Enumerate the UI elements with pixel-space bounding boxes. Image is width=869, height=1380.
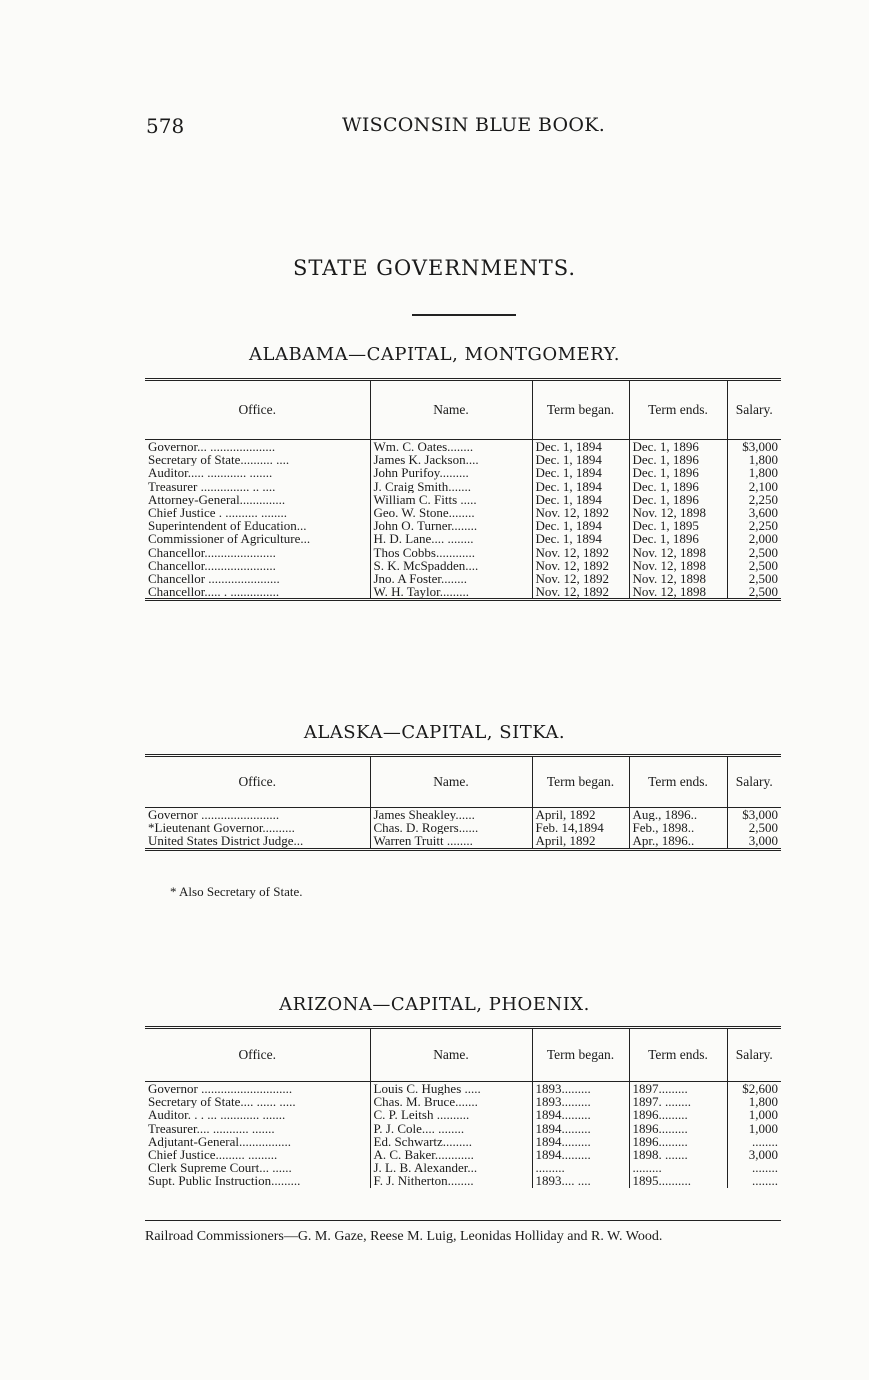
- cell-term-ends: 1896.........: [629, 1135, 727, 1148]
- cell-office: Chancellor ......................: [148, 572, 280, 586]
- cell-salary: $3,000: [727, 808, 781, 822]
- table-row: [145, 1108, 781, 1121]
- cell-office: Attorney-General..............: [148, 492, 286, 507]
- cell-term-began: Nov. 12, 1892: [532, 572, 629, 585]
- cell-salary: 2,500: [727, 585, 781, 600]
- cell-name: H. D. Lane.... ........: [370, 532, 532, 545]
- cell-term-began: April, 1892: [532, 834, 629, 849]
- railroad-commissioners-note: Railroad Commissioners—G. M. Gaze, Reese M. Luig, Leonidas Holliday and R. W. Wood.: [145, 1229, 663, 1244]
- table-row: [145, 466, 781, 479]
- cell-salary: 3,000: [727, 1148, 781, 1161]
- cell-office: Superintendent of Education...: [148, 519, 307, 533]
- cell-name: James K. Jackson....: [370, 453, 532, 466]
- cell-name: Jno. A Foster........: [370, 572, 532, 585]
- cell-term-ends: Nov. 12, 1898: [629, 559, 727, 572]
- cell-term-began: Nov. 12, 1892: [532, 506, 629, 519]
- cell-term-ends: Dec. 1, 1896: [629, 493, 727, 506]
- cell-salary: 2,500: [727, 572, 781, 585]
- cell-name: Chas. M. Bruce.......: [370, 1095, 532, 1108]
- column-header-salary: Salary.: [727, 380, 781, 440]
- cell-term-began: Nov. 12, 1892: [532, 559, 629, 572]
- table-row: [145, 532, 781, 545]
- cell-name: John Purifoy.........: [370, 466, 532, 479]
- cell-term-began: Dec. 1, 1894: [532, 480, 629, 493]
- cell-name: Ed. Schwartz.........: [370, 1135, 532, 1148]
- cell-term-ends: Dec. 1, 1896: [629, 453, 727, 466]
- cell-term-ends: Dec. 1, 1896: [629, 532, 727, 545]
- cell-salary: 2,500: [727, 821, 781, 834]
- column-header-office: Office.: [145, 380, 370, 440]
- cell-salary: 2,500: [727, 546, 781, 559]
- cell-term-began: 1894.........: [532, 1135, 629, 1148]
- table-row: [145, 821, 781, 834]
- cell-term-ends: .........: [629, 1161, 727, 1174]
- cell-office: Chancellor......................: [148, 558, 276, 573]
- cell-name: James Sheakley......: [370, 808, 532, 822]
- table-row: [145, 519, 781, 532]
- cell-name: Warren Truitt ........: [370, 834, 532, 849]
- cell-salary: $2,600: [727, 1082, 781, 1096]
- cell-salary: 1,800: [727, 466, 781, 479]
- arizona-table: [145, 1026, 781, 1188]
- column-header-name: Name.: [370, 380, 532, 440]
- cell-term-began: .........: [532, 1161, 629, 1174]
- cell-term-ends: 1897.........: [629, 1082, 727, 1096]
- table-row: [145, 1135, 781, 1148]
- cell-term-ends: Aug., 1896..: [629, 808, 727, 822]
- table-row: [145, 546, 781, 559]
- column-header-salary: Salary.: [727, 1028, 781, 1082]
- cell-salary: ........: [727, 1135, 781, 1148]
- cell-salary: ........: [727, 1174, 781, 1187]
- column-header-term-began: Term began.: [532, 380, 629, 440]
- cell-salary: $3,000: [727, 440, 781, 454]
- cell-term-ends: Feb., 1898..: [629, 821, 727, 834]
- cell-term-ends: Dec. 1, 1896: [629, 440, 727, 454]
- cell-term-ends: Apr., 1896..: [629, 834, 727, 849]
- table-row: [145, 1095, 781, 1108]
- cell-term-ends: Dec. 1, 1895: [629, 519, 727, 532]
- cell-office: United States District Judge...: [148, 834, 304, 849]
- cell-office: Chief Justice......... .........: [148, 1148, 278, 1162]
- cell-term-began: Nov. 12, 1892: [532, 585, 629, 600]
- cell-salary: ........: [727, 1161, 781, 1174]
- arizona-note-rule: [145, 1220, 781, 1221]
- cell-salary: 1,000: [727, 1108, 781, 1121]
- cell-name: F. J. Nitherton........: [370, 1174, 532, 1187]
- alaska-heading: ALASKA—CAPITAL, SITKA.: [303, 722, 566, 743]
- cell-term-began: Nov. 12, 1892: [532, 546, 629, 559]
- cell-office: Governor ........................: [148, 807, 280, 822]
- cell-term-began: 1894.........: [532, 1148, 629, 1161]
- cell-term-ends: Nov. 12, 1898: [629, 546, 727, 559]
- column-header-term-ends: Term ends.: [629, 380, 727, 440]
- cell-term-ends: Nov. 12, 1898: [629, 572, 727, 585]
- cell-salary: 2,500: [727, 559, 781, 572]
- alaska-footnote: * Also Secretary of State.: [170, 884, 303, 899]
- cell-office: Adjutant-General................: [148, 1134, 291, 1149]
- cell-office: Chancellor......................: [148, 545, 276, 559]
- cell-name: Chas. D. Rogers......: [370, 821, 532, 834]
- cell-salary: 3,600: [727, 506, 781, 519]
- cell-term-ends: Dec. 1, 1896: [629, 480, 727, 493]
- cell-office: Secretary of State.... ...... .....: [148, 1095, 296, 1109]
- cell-office: Supt. Public Instruction.........: [148, 1174, 301, 1188]
- table-row: [145, 1122, 781, 1135]
- cell-office: Auditor..... ............ .......: [148, 466, 273, 480]
- cell-salary: 1,800: [727, 1095, 781, 1108]
- alabama-table: [145, 378, 781, 601]
- cell-office: Auditor. . . ... ............ .......: [148, 1108, 286, 1122]
- cell-term-began: 1893.........: [532, 1082, 629, 1096]
- column-header-name: Name.: [370, 1028, 532, 1082]
- cell-term-began: Dec. 1, 1894: [532, 519, 629, 532]
- cell-office: Treasurer ............... .. ....: [148, 479, 276, 493]
- table-row: [145, 585, 781, 600]
- cell-office: Governor ............................: [148, 1081, 293, 1096]
- alaska-table: [145, 754, 781, 851]
- cell-name: William C. Fitts .....: [370, 493, 532, 506]
- cell-salary: 1,000: [727, 1122, 781, 1135]
- table-row: [145, 572, 781, 585]
- cell-term-began: Dec. 1, 1894: [532, 493, 629, 506]
- cell-name: John O. Turner........: [370, 519, 532, 532]
- running-title: WISCONSIN BLUE BOOK.: [342, 114, 606, 136]
- cell-office: Secretary of State.......... ....: [148, 453, 290, 467]
- column-header-term-ends: Term ends.: [629, 1028, 727, 1082]
- cell-term-ends: 1897. ........: [629, 1095, 727, 1108]
- column-header-term-began: Term began.: [532, 1028, 629, 1082]
- cell-name: Thos Cobbs............: [370, 546, 532, 559]
- cell-term-began: April, 1892: [532, 808, 629, 822]
- cell-name: S. K. McSpadden....: [370, 559, 532, 572]
- cell-salary: 1,800: [727, 453, 781, 466]
- column-header-name: Name.: [370, 756, 532, 808]
- cell-name: J. Craig Smith.......: [370, 480, 532, 493]
- page-title: STATE GOVERNMENTS.: [292, 256, 577, 280]
- column-header-term-began: Term began.: [532, 756, 629, 808]
- cell-name: J. L. B. Alexander...: [370, 1161, 532, 1174]
- cell-office: Commissioner of Agriculture...: [148, 532, 311, 546]
- alabama-heading: ALABAMA—CAPITAL, MONTGOMERY.: [249, 344, 620, 365]
- cell-salary: 2,100: [727, 480, 781, 493]
- cell-term-ends: Nov. 12, 1898: [629, 506, 727, 519]
- page-number: 578: [146, 114, 185, 138]
- table-row: [145, 480, 781, 493]
- table-row: [145, 493, 781, 506]
- table-row: [145, 1174, 781, 1187]
- cell-term-began: Feb. 14,1894: [532, 821, 629, 834]
- cell-name: C. P. Leitsh ..........: [370, 1108, 532, 1121]
- table-row: [145, 559, 781, 572]
- table-row: [145, 1161, 781, 1174]
- title-rule: [412, 314, 516, 316]
- cell-office: Chancellor..... . ...............: [148, 585, 280, 600]
- table-row: [145, 834, 781, 849]
- cell-term-began: Dec. 1, 1894: [532, 466, 629, 479]
- cell-term-began: Dec. 1, 1894: [532, 453, 629, 466]
- cell-term-ends: Dec. 1, 1896: [629, 466, 727, 479]
- cell-name: A. C. Baker............: [370, 1148, 532, 1161]
- cell-name: Wm. C. Oates........: [370, 440, 532, 454]
- cell-term-ends: 1898. .......: [629, 1148, 727, 1161]
- cell-term-began: Dec. 1, 1894: [532, 440, 629, 454]
- table-row: [145, 808, 781, 822]
- cell-name: P. J. Cole.... ........: [370, 1122, 532, 1135]
- table-row: [145, 506, 781, 519]
- cell-term-ends: 1895..........: [629, 1174, 727, 1187]
- cell-term-began: 1894.........: [532, 1108, 629, 1121]
- cell-term-began: 1894.........: [532, 1122, 629, 1135]
- cell-term-ends: Nov. 12, 1898: [629, 585, 727, 600]
- cell-office: Clerk Supreme Court... ......: [148, 1161, 292, 1175]
- table-row: [145, 1082, 781, 1096]
- table-row: [145, 453, 781, 466]
- cell-name: W. H. Taylor.........: [370, 585, 532, 600]
- column-header-office: Office.: [145, 1028, 370, 1082]
- cell-office: Chief Justice . .......... ........: [148, 506, 288, 520]
- cell-term-began: 1893.... ....: [532, 1174, 629, 1187]
- cell-name: Geo. W. Stone........: [370, 506, 532, 519]
- cell-term-began: 1893.........: [532, 1095, 629, 1108]
- cell-term-ends: 1896.........: [629, 1122, 727, 1135]
- table-row: [145, 1148, 781, 1161]
- table-row: [145, 440, 781, 454]
- cell-term-began: Dec. 1, 1894: [532, 532, 629, 545]
- cell-term-ends: 1896.........: [629, 1108, 727, 1121]
- cell-salary: 2,250: [727, 519, 781, 532]
- column-header-salary: Salary.: [727, 756, 781, 808]
- cell-office: Treasurer.... ........... .......: [148, 1121, 275, 1135]
- cell-salary: 3,000: [727, 834, 781, 849]
- column-header-term-ends: Term ends.: [629, 756, 727, 808]
- cell-office: Governor... ....................: [148, 439, 276, 454]
- cell-office: *Lieutenant Governor..........: [148, 821, 295, 835]
- cell-salary: 2,000: [727, 532, 781, 545]
- cell-name: Louis C. Hughes .....: [370, 1082, 532, 1096]
- column-header-office: Office.: [145, 756, 370, 808]
- arizona-heading: ARIZONA—CAPITAL, PHOENIX.: [279, 994, 590, 1015]
- cell-salary: 2,250: [727, 493, 781, 506]
